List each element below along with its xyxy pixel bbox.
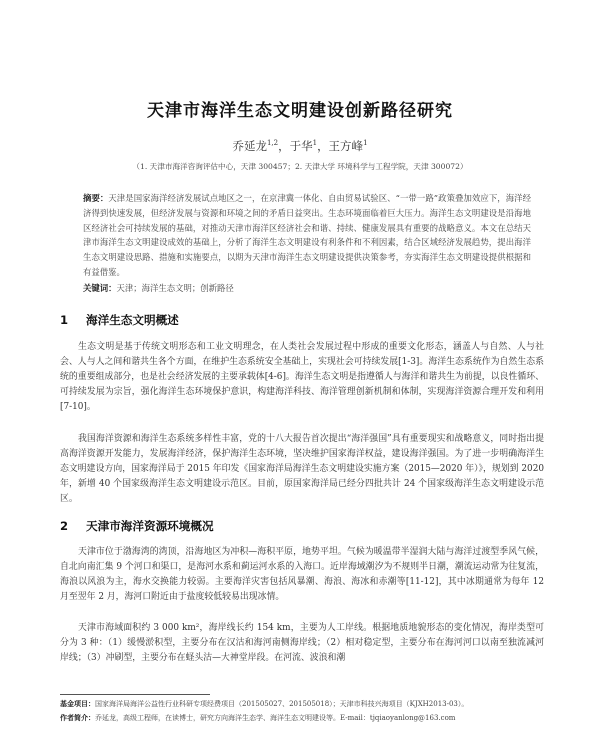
author-name-2: ，于华	[278, 139, 313, 153]
paragraph-4: 天津市海域面积约 3 000 km²，海岸线长约 154 km，主要为人工岸线。根据地质地貌形态的变化情况，海岸类型可分为 3 种：（1）缓慢淤积型，主要分布在汉沽和海河南侧海岸线；（2）相对稳定型，主要分布在海河河口以南至独流减河岸线；（3）冲刷型，主要分布在蛏头沽—大神堂岸段。在河流、波浪和潮	[60, 623, 544, 663]
fund-label: 基金项目：	[60, 700, 95, 708]
author-name-3: ，王方峰	[317, 139, 364, 153]
paragraph-1: 生态文明是基于传统文明形态和工业文明理念，在人类社会发展过程中形成的重要文化形态，涵盖人与自然、人与社会、人与人之间和谐共生各个方面，在维护生态系统安全基础上，实现社会可持续发展[1-3]。海洋生态系统作为自然生态系统的重要组成部分，也是社会经济发展的主要承载体[4-6]。海洋生态文明是指遵循人与海洋和谐共生为前提，以良性循环、可持续发展为宗旨，强化海洋生态环境保护意识，构建海洋科技、海洋管理创新机制和体制，实现海洋资源合理开发和利用[7-10]。	[60, 342, 544, 412]
abstract-block	[83, 191, 531, 280]
abstract-label: 摘要：	[83, 193, 109, 203]
paper-title: 天津市海洋生态文明建设创新路径研究	[147, 101, 453, 121]
keywords-block	[83, 282, 531, 294]
fund-text: 国家海洋局海洋公益性行业科研专项经费项目（201505027、201505018）；天津市科技兴海项目（KJXH2013-03）。	[95, 700, 469, 708]
keywords-text: 天津；海洋生态文明；创新路径	[116, 283, 234, 293]
author-bio-text: 乔延龙，高级工程师，在读博士，研究方向海洋生态学、海洋生态文明建设等。E-mail：tjqiaoyanlong@163.com	[95, 714, 456, 722]
author-2-affil-mark: 1	[312, 139, 318, 148]
abstract-text: 天津是国家海洋经济发展试点地区之一，在京津冀一体化、自由贸易试验区、“一带一路”政策叠加效应下，海洋经济得到快速发展，但经济发展与资源和环境之间的矛盾日益突出。生态环境面临着巨大压力。海洋生态文明建设是沿海地区经济社会可持续发展的基础，对推动天津市海洋区经济社会和谐、持续、健康发展具有重要的战略意义。本文在总结天津市海洋生态文明建设成效的基础上，分析了海洋生态文明建设有利条件和不利因素，结合区域经济发展趋势，提出海洋生态文明建设思路、措施和实施要点，以期为天津市海洋生态文明建设提供决策参考，夯实海洋生态文明建设提供根据和有益借鉴。	[83, 193, 532, 277]
section-1-number: 1	[60, 313, 69, 327]
author-bio-footnote	[60, 713, 550, 724]
author-3-affil-mark: 1	[363, 139, 368, 148]
keywords-label: 关键词：	[83, 283, 117, 293]
fund-footnote	[60, 699, 550, 710]
section-2-heading	[60, 518, 214, 534]
footnote-divider	[60, 694, 210, 695]
author-name-1: 乔延龙	[232, 139, 267, 153]
affiliations: （1. 天津市海洋咨询评估中心，天津 300457；2. 天津大学 环境科学与工程学院，天津 300072）	[132, 162, 468, 171]
paragraph-3: 天津市位于渤海湾的湾顶，沿海地区为冲积—海积平原，地势平坦。气候为暖温带半湿润大陆与海洋过渡型季风气候，自北向南汇集 9 个河口和渠口，是海河水系和蓟运河水系的入海口。近岸海域潮汐为不规则半日潮，潮流运动常为往复流，海浪以风浪为主，海水交换能力较弱。主要海洋灾害包括风暴潮、海浪、海冰和赤潮等[11-12]，其中冰期通常为每年 12 月至翌年 2 月，海河口附近由于盐度较低较易出现冰情。	[60, 547, 544, 602]
section-2-title: 天津市海洋资源环境概况	[86, 519, 214, 533]
author-bio-label: 作者简介：	[60, 714, 95, 722]
section-2-number: 2	[60, 519, 69, 533]
section-1-heading	[60, 312, 179, 328]
section-1-title: 海洋生态文明概述	[86, 313, 179, 327]
author-list	[0, 138, 600, 154]
paragraph-2: 我国海洋资源和海洋生态系统多样性丰富，党的十八大报告首次提出“海洋强国”具有重要现实和战略意义，同时指出提高海洋资源开发能力，发展海洋经济，保护海洋生态环境，坚决维护国家海洋权益，建设海洋强国。为了进一步明确海洋生态文明建设方向，国家海洋局于 2015 年印发《国家海洋局海洋生态文明建设实施方案（2015—2020 年）》，规划到 2020 年，新增 40 个国家级海洋生态文明建设示范区。目前，原国家海洋局已经分四批共计 24 个国家级海洋生态文明建设示范区。	[60, 434, 544, 504]
author-1-affil-mark: 1,2	[266, 139, 279, 148]
